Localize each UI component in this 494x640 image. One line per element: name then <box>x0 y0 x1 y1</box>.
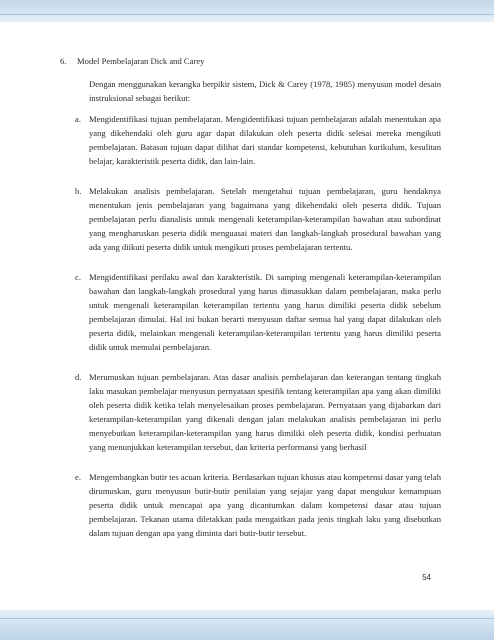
list-item-text: Melakukan analisis pembelajaran. Setelah mengetahui tujuan pembelajaran, guru hendaknya menentukan jenis pembelajaran yang bagaimana yang dikehendaki oleh peserta didik. Tujuan pembelajaran perlu dianalisis untuk mengenali keterampilan-keterampilan bawahan atau subordinat yang mengharuskan peserta didik menguasai materi dan langkah-langkah prosedural bawahan yang ada yang diikuti peserta didik untuk mengikuti proses pembelajaran tertentu. <box>89 186 441 253</box>
list-item-letter: d. <box>75 372 82 382</box>
list-item-e <box>75 470 441 540</box>
list-item-text: Mengembangkan butir tes acuan kriteria. Berdasarkan tujuan khusus atau kompetensi dasar yang telah dirumuskan, guru menyusun butir-butir penilaian yang sejajar yang dapat mengukur kemampuan peserta didik untuk mencapai apa yang dicantumkan dalam kompetensi dasar atau tujuan pembelajaran. Tekanan utama diletakkan pada mengaitkan pada jenis tingkah laku yang disebutkan dalam tujuan dengan apa yang diminta dari butir-butir tersebut. <box>89 472 441 539</box>
intro-paragraph: Dengan menggunakan kerangka berpikir sistem, Dick & Carey (1978, 1985) menyusun model desain instruksional sebagai berikut: <box>89 79 441 103</box>
page-number: 54 <box>422 573 431 582</box>
bottom-decorative-band <box>0 610 494 640</box>
list-item-letter: c. <box>75 272 81 282</box>
list-item-letter: a. <box>75 114 81 124</box>
list-item-letter: b. <box>75 186 82 196</box>
list-item-text: Mengidentifikasi tujuan pembelajaran. Mengidentifikasi tujuan pembelajaran adalah menentukan apa yang dikehendaki oleh guru agar dapat dilakukan oleh peserta didik selesai mereka mengikuti pembelajaran. Batasan tujuan dapat dilihat dari standar kompetensi, kebutuhan kurikulum, kesulitan belajar, karakteristik peserta didik, dan lain-lain. <box>89 114 441 167</box>
list-item-d <box>75 370 441 455</box>
bottom-band-line <box>0 618 494 619</box>
list-item-text: Mengidentifikasi perilaku awal dan karakteristik. Di samping mengenali keterampilan-keterampilan bawahan dan langkah-langkah prosedural yang harus dimasukkan dalam pembelajaran, maka perlu untuk mengenali keterampilan keterampilan tertentu yang harus dimiliki peserta didik sebelum pembelajaran dimulai. Hal ini bukan berarti menyusun daftar semua hal yang dapat dilakukan oleh peserta didik, melainkan mengenali keterampilan-keterampilan tertentu yang harus dimiliki peserta didik untuk memulai pembelajaran. <box>89 272 441 353</box>
section-title: Model Pembelajaran Dick and Carey <box>77 56 205 66</box>
list-item-b <box>75 184 441 254</box>
section-number: 6. <box>60 56 67 66</box>
list-item-c <box>75 270 441 355</box>
list-item-a <box>75 112 441 168</box>
list-item-letter: e. <box>75 472 81 482</box>
top-decorative-band <box>0 0 494 22</box>
list-item-text: Merumuskan tujuan pembelajaran. Atas dasar analisis pembelajaran dan keterangan tentang tingkah laku masukan pembelajar menyusun pernyataan spesifik tentang keterampilan apa yang akan dimiliki oleh peserta didik ketika telah menyelesaikan proses pembelajaran. Pernyataan yang dijabarkan dari keterampilan-keterampilan yang dikenali dengan jalan melakukan analisis pembelajaran ini perlu menyebutkan keterampilan-keterampilan yang harus dimiliki oleh peserta didik, kondisi perbuatan yang menunjukkan keterampilan tersebut, dan kriteria performansi yang berhasil <box>89 372 441 453</box>
top-band-line <box>0 14 494 15</box>
section-heading <box>60 56 204 67</box>
